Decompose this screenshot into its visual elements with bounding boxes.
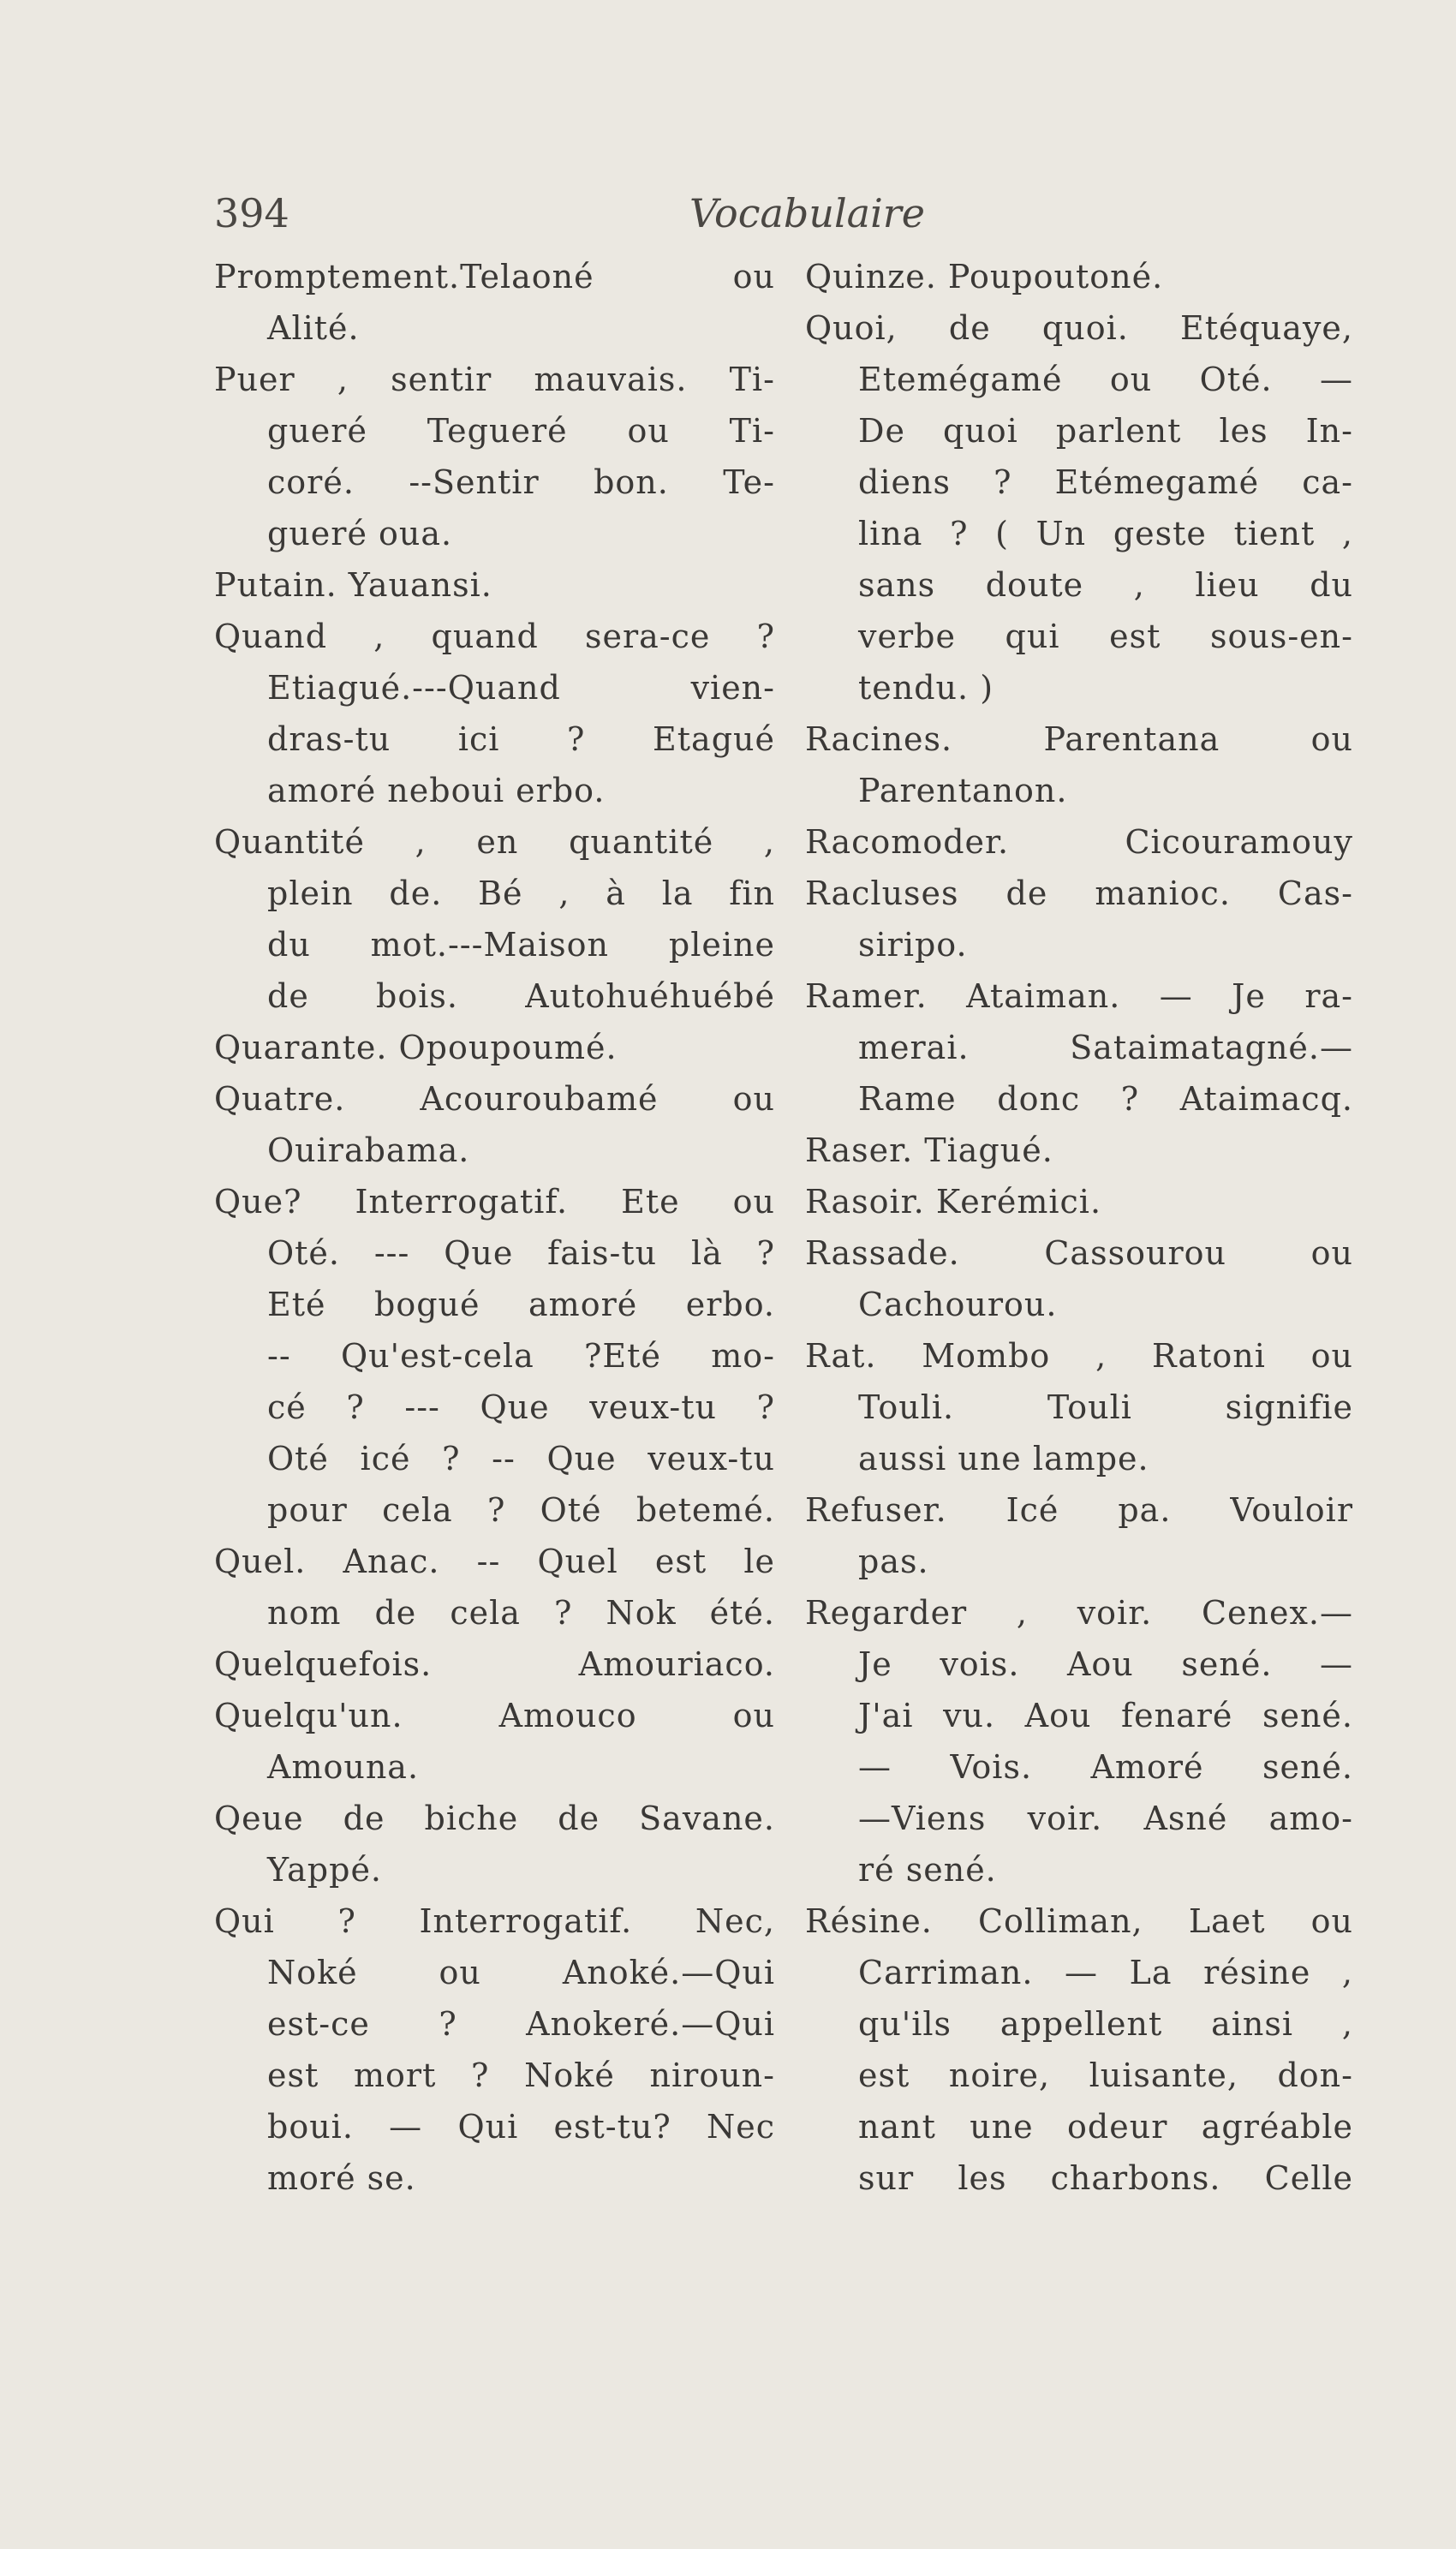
right-column-text-line: Rame donc ? Ataimacq.: [858, 1080, 1353, 1118]
right-column-text-line: Ramer. Ataiman. — Je ra-: [805, 977, 1353, 1015]
left-column-text-line: Oté icé ? -- Que veux-tu: [267, 1440, 775, 1477]
right-column-text-line: tendu. ): [858, 669, 994, 707]
right-column-text-line: sans doute , lieu du: [858, 566, 1353, 604]
right-column-text-line: Rat. Mombo , Ratoni ou: [805, 1337, 1353, 1375]
right-column-text-line: est noire, luisante, don-: [858, 2057, 1353, 2094]
left-column-text-line: Puer , sentir mauvais. Ti-: [214, 361, 775, 398]
right-column-text-line: Résine. Colliman, Laet ou: [805, 1902, 1353, 1940]
left-column-text-line: cé ? --- Que veux-tu ?: [267, 1388, 775, 1426]
left-column-text-line: Quel. Anac. -- Quel est le: [214, 1543, 775, 1580]
right-column: [805, 251, 1353, 2204]
left-column-text-line: Quand , quand sera-ce ?: [214, 618, 775, 655]
left-column-text-line: boui. — Qui est-tu? Nec: [267, 2108, 775, 2146]
left-column-text-line: Ouirabama.: [267, 1131, 470, 1169]
running-title: Vocabulaire: [689, 190, 926, 236]
left-column-text-line: Eté bogué amoré erbo.: [267, 1286, 775, 1323]
left-column-text-line: du mot.---Maison pleine: [267, 926, 775, 964]
right-column-text-line: Carriman. — La résine ,: [858, 1954, 1353, 1991]
left-column-text-line: Quantité , en quantité ,: [214, 823, 775, 861]
right-column-text-line: ré sené.: [858, 1851, 997, 1889]
left-column-text-line: Quarante. Opoupoumé.: [214, 1029, 618, 1066]
right-column-text-line: Touli. Touli signifie: [858, 1388, 1353, 1426]
left-column-text-line: nom de cela ? Nok été.: [267, 1594, 775, 1632]
left-column-text-line: dras-tu ici ? Etagué: [267, 720, 775, 758]
left-column-text-line: Quelquefois. Amouriaco.: [214, 1645, 775, 1683]
right-column-text-line: Rasoir. Kerémici.: [805, 1183, 1102, 1221]
left-column-text-line: Quelqu'un. Amouco ou: [214, 1697, 775, 1734]
right-column-text-line: Quoi, de quoi. Etéquaye,: [805, 309, 1353, 347]
left-column-text-line: Yappé.: [267, 1851, 383, 1889]
left-column-text-line: Etiagué.---Quand vien-: [267, 669, 775, 707]
right-column-text-line: Cachourou.: [858, 1286, 1058, 1323]
page-number: 394: [214, 190, 289, 236]
right-column-text-line: Racines. Parentana ou: [805, 720, 1353, 758]
right-column-text-line: Refuser. Icé pa. Vouloir: [805, 1491, 1353, 1529]
right-column-text-line: Rassade. Cassourou ou: [805, 1234, 1353, 1272]
right-column-text-line: pas.: [858, 1543, 929, 1580]
left-column-text-line: Amouna.: [267, 1748, 420, 1786]
left-column-text-line: Noké ou Anoké.—Qui: [267, 1954, 775, 1991]
left-column-text-line: Putain. Yauansi.: [214, 566, 492, 604]
right-column-text-line: Regarder , voir. Cenex.—: [805, 1594, 1353, 1632]
page-header: [214, 190, 1293, 250]
right-column-text-line: lina ? ( Un geste tient ,: [858, 515, 1353, 552]
left-column-text-line: plein de. Bé , à la fin: [267, 875, 775, 912]
right-column-text-line: verbe qui est sous-en-: [858, 618, 1353, 655]
left-column-text-line: amoré neboui erbo.: [267, 772, 606, 809]
left-column-text-line: Que? Interrogatif. Ete ou: [214, 1183, 775, 1221]
left-column-text-line: est mort ? Noké niroun-: [267, 2057, 775, 2094]
left-column-text-line: coré. --Sentir bon. Te-: [267, 463, 775, 501]
left-column-text-line: Oté. --- Que fais-tu là ?: [267, 1234, 775, 1272]
right-column-text-line: Quinze. Poupoutoné.: [805, 258, 1164, 295]
right-column-text-line: diens ? Etémegamé ca-: [858, 463, 1353, 501]
right-column-text-line: — Vois. Amoré sené.: [858, 1748, 1353, 1786]
right-column-text-line: aussi une lampe.: [858, 1440, 1149, 1477]
right-column-text-line: J'ai vu. Aou fenaré sené.: [858, 1697, 1353, 1734]
left-column-text-line: gueré oua.: [267, 515, 453, 552]
left-column-text-line: Qeue de biche de Savane.: [214, 1800, 775, 1837]
right-column-text-line: Racomoder. Cicouramouy: [805, 823, 1353, 861]
left-column-text-line: -- Qu'est-cela ?Eté mo-: [267, 1337, 775, 1375]
right-column-text-line: De quoi parlent les In-: [858, 412, 1353, 450]
left-column-text-line: Alité.: [267, 309, 360, 347]
left-column-text-line: gueré Tegueré ou Ti-: [267, 412, 775, 450]
right-column-text-line: Raser. Tiagué.: [805, 1131, 1053, 1169]
right-column-text-line: merai. Sataimatagné.—: [858, 1029, 1353, 1066]
right-column-text-line: —Viens voir. Asné amo-: [858, 1800, 1353, 1837]
left-column-text-line: Qui ? Interrogatif. Nec,: [214, 1902, 775, 1940]
right-column-text-line: Parentanon.: [858, 772, 1068, 809]
right-column-text-line: qu'ils appellent ainsi ,: [858, 2005, 1353, 2043]
right-column-text-line: Je vois. Aou sené. —: [858, 1645, 1353, 1683]
left-column-text-line: pour cela ? Oté betemé.: [267, 1491, 775, 1529]
right-column-text-line: siripo.: [858, 926, 968, 964]
left-column-text-line: moré se.: [267, 2159, 416, 2197]
right-column-text-line: Racluses de manioc. Cas-: [805, 875, 1353, 912]
left-column-text-line: Promptement.Telaoné ou: [214, 258, 775, 295]
left-column-text-line: est-ce ? Anokeré.—Qui: [267, 2005, 775, 2043]
left-column: [214, 251, 775, 2204]
right-column-text-line: sur les charbons. Celle: [858, 2159, 1353, 2197]
right-column-text-line: nant une odeur agréable: [858, 2108, 1353, 2146]
left-column-text-line: Quatre. Acouroubamé ou: [214, 1080, 775, 1118]
left-column-text-line: de bois. Autohuéhuébé: [267, 977, 775, 1015]
right-column-text-line: Etemégamé ou Oté. —: [858, 361, 1353, 398]
